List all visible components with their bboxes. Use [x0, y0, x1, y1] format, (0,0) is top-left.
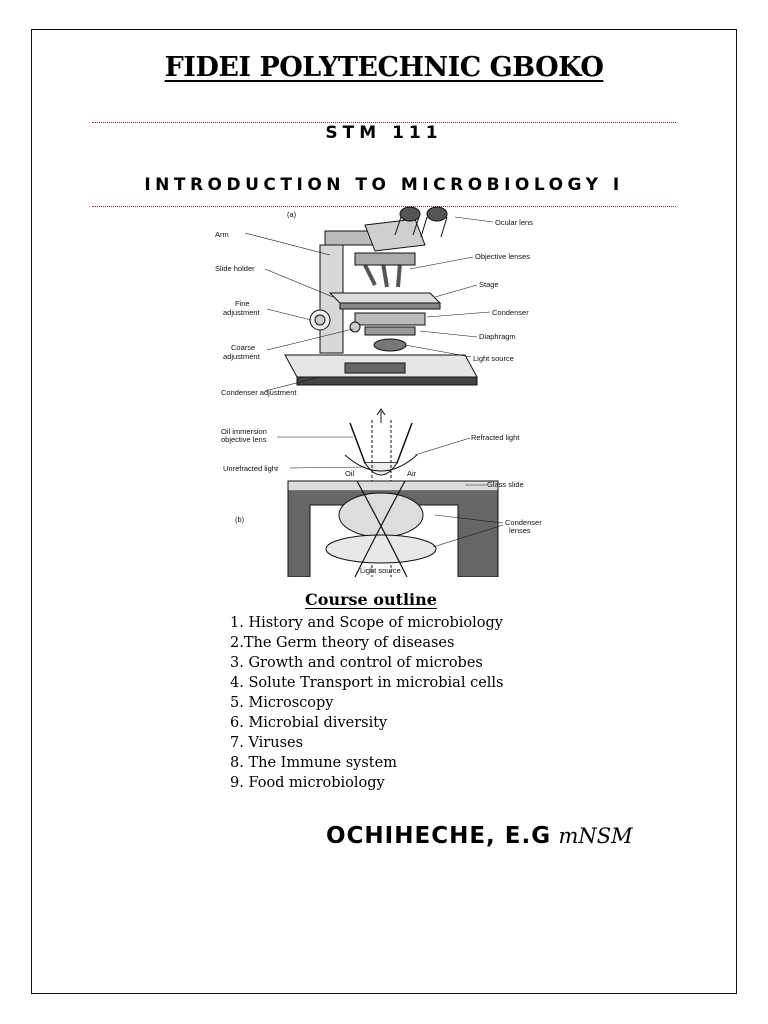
label-condenser-lenses: Condenser: [505, 518, 542, 527]
course-outline-heading: Course outline: [305, 590, 437, 609]
outline-item: 8. The Immune system: [230, 755, 397, 771]
outline-item: 7. Viruses: [230, 735, 304, 751]
label-slide-holder: Slide holder: [215, 264, 255, 273]
label-objective: Objective lenses: [475, 252, 531, 261]
panel-b-label: (b): [235, 515, 245, 524]
label-fine-adjustment: adjustment: [223, 308, 260, 317]
course-code: STM 111: [325, 123, 443, 143]
label-fine: Fine: [235, 299, 250, 308]
label-stage: Stage: [479, 280, 499, 289]
author-name: OCHIHECHE, E.G: [326, 823, 552, 849]
outline-item: 4. Solute Transport in microbial cells: [230, 675, 504, 691]
outline-item: 3. Growth and control of microbes: [230, 655, 483, 671]
label-condenser: Condenser: [492, 308, 529, 317]
course-outline-list: [230, 613, 504, 793]
label-coarse: Coarse: [231, 343, 256, 352]
outline-item: 9. Food microbiology: [230, 775, 385, 791]
microscope-figure: [215, 205, 560, 577]
outline-item: 6. Microbial diversity: [230, 715, 388, 731]
course-title: INTRODUCTION TO MICROBIOLOGY I: [144, 175, 624, 195]
outline-item: 5. Microscopy: [230, 695, 334, 711]
label-coarse-adjustment: adjustment: [223, 352, 260, 361]
label-refracted: Refracted light: [471, 433, 520, 442]
author-suffix: mNSM: [558, 824, 633, 848]
panel-a-label: (a): [287, 210, 297, 219]
outline-item: 2.The Germ theory of diseases: [230, 635, 455, 651]
label-ocular: Ocular lens: [495, 218, 533, 227]
microscope-drawing: [285, 207, 477, 385]
label-objective-lens: objective lens: [221, 435, 267, 444]
label-light-source-b: Light source: [360, 566, 401, 575]
microscope-diagram: [215, 205, 560, 577]
label-condenser-lenses-2: lenses: [509, 526, 531, 535]
label-condenser-adjustment: Condenser adjustment: [221, 388, 297, 397]
label-air: Air: [407, 469, 417, 478]
label-unrefracted: Unrefracted light: [223, 464, 279, 473]
label-light-source-a: Light source: [473, 354, 514, 363]
label-oil: Oil: [345, 469, 355, 478]
institution-title: FIDEI POLYTECHNIC GBOKO: [164, 52, 604, 83]
label-oil-immersion: Oil immersion: [221, 427, 267, 436]
label-diaphragm: Diaphragm: [479, 332, 516, 341]
oil-immersion-drawing: [288, 409, 498, 577]
label-arm: Arm: [215, 230, 229, 239]
label-glass-slide: Glass slide: [487, 480, 524, 489]
outline-item: 1. History and Scope of microbiology: [230, 615, 503, 631]
author-line: [326, 823, 633, 849]
